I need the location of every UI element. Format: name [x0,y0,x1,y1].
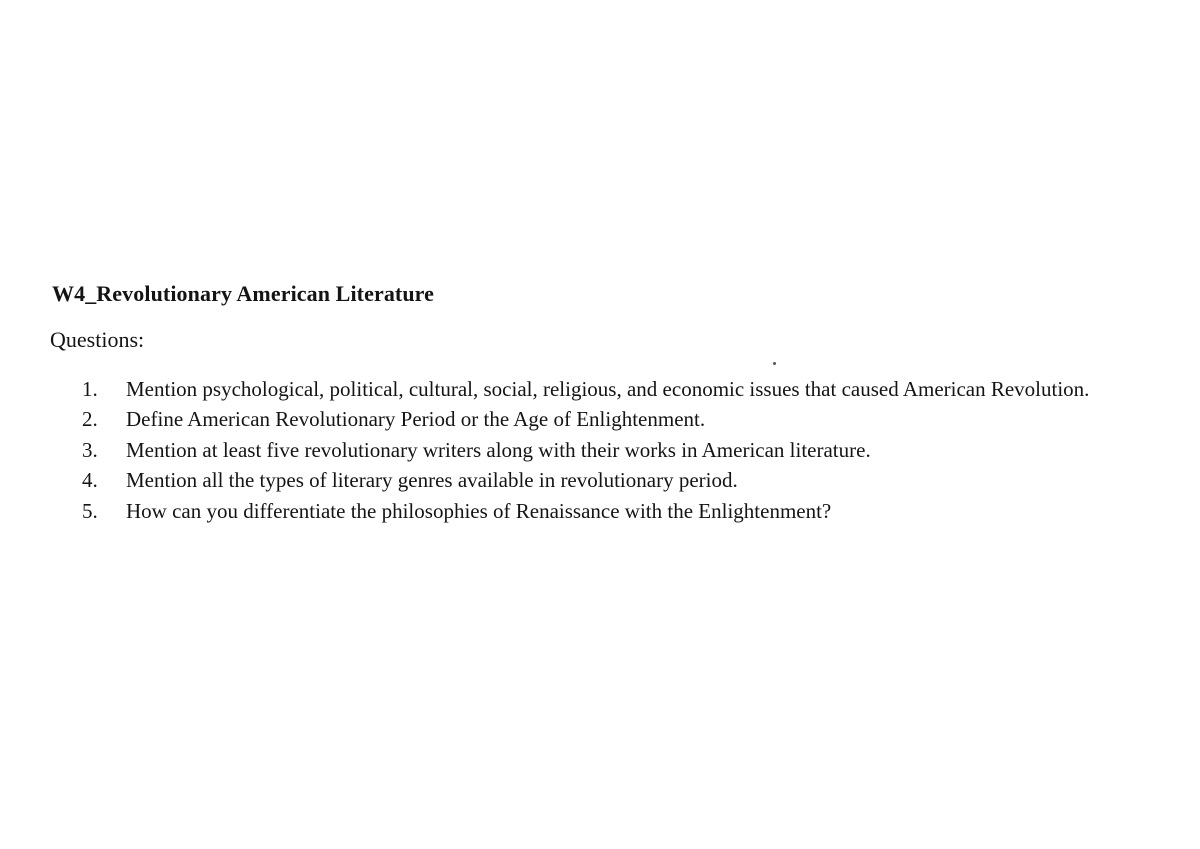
question-item-2 [82,404,1122,435]
question-text: Mention at least five revolutionary writers along with their works in American literature. [126,437,871,462]
question-item-4 [82,465,1122,496]
question-text: Mention psychological, political, cultural, social, religious, and economic issues that caused American Revolution. [126,377,1090,401]
question-number: 2. [82,407,98,431]
question-number: 1. [82,377,98,401]
question-text: How can you differentiate the philosophies of Renaissance with the Enlightenment? [126,498,832,523]
question-item-5 [82,496,1122,527]
question-list [82,375,1122,526]
question-item-3 [82,435,1122,466]
question-number: 5. [82,498,98,523]
scan-speck [773,362,776,365]
question-item-1 [82,375,1122,404]
questions-heading: Questions: [50,327,145,352]
question-text: Mention all the types of literary genres available in revolutionary period. [126,468,738,492]
question-number: 4. [82,468,98,492]
question-number: 3. [82,437,98,462]
document-title: W4_Revolutionary American Literature [52,281,435,306]
question-text: Define American Revolutionary Period or the Age of Enlightenment. [126,407,706,431]
